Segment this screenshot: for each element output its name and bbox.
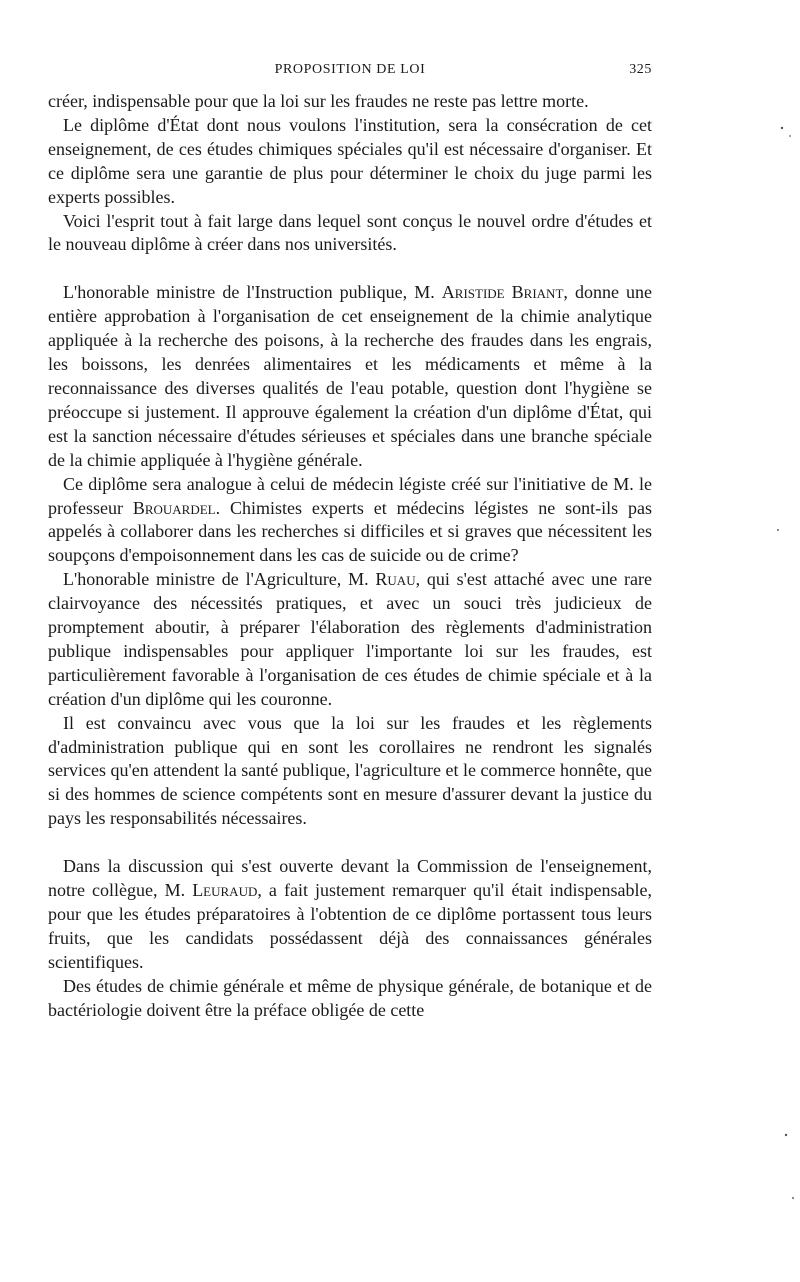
- running-head: [48, 62, 652, 82]
- scan-edge-specks: [760, 0, 800, 1282]
- paragraph-etudes-chimie: Des études de chimie générale et même de physique générale, de botanique et de bactériologie doivent être la préface obligée de cette: [48, 975, 652, 1020]
- text-run: . Chimistes experts et médecins légistes ne sont-ils pas appelés à collaborer dans les recherches si difficiles et si graves que nécessitent les soupçons d'empoisonnement dans les cas de suicide ou de crime?: [48, 497, 652, 566]
- paragraph-discussion: [48, 855, 652, 975]
- paragraph-medecin-legiste: [48, 473, 652, 569]
- paragraph-diplome-etat: Le diplôme d'État dont nous voulons l'institution, sera la consécration de cet enseignement, de ces études chimiques spéciales qu'il est nécessaire d'organiser. Et ce diplôme sera une garantie de plus pour déterminer le choix du juge parmi les experts possibles.: [48, 114, 652, 207]
- paragraph-ministre-instruction: [48, 281, 652, 472]
- paragraph-ministre-agriculture: [48, 568, 652, 711]
- text-run: Dans la discussion qui s'est ouverte devant la Commission de l'enseignement, notre collègue, M.: [48, 856, 652, 901]
- person-name-brouardel: Brouardel: [132, 497, 216, 518]
- running-head-title: PROPOSITION DE LOI: [274, 62, 426, 77]
- paragraph-continuation: créer, indispensable pour que la loi sur les fraudes ne reste pas lettre morte.: [48, 91, 589, 111]
- person-name-ruau: Ruau: [375, 569, 416, 590]
- text-run: L'honorable ministre de l'Instruction publique, M.: [63, 282, 442, 303]
- text-run: , qui s'est attaché avec une rare clairvoyance des nécessités pratiques, et avec un souci très judicieux de promptement aboutir, à préparer l'élaboration des règlements d'administration publique indispensables pour appliquer l'importante loi sur les fraudes, est particulièrement favorable à l'organisation de ces études de chimie spéciale et à la création d'un diplôme qui les couronne.: [48, 569, 652, 709]
- body-text: [48, 90, 652, 1023]
- paragraph-convaincu: Il est convaincu avec vous que la loi sur les fraudes et les règlements d'administration publique qui en sont les corollaires ne rendront les signalés services qu'en attendent la santé publique, l'agriculture et le commerce honnête, que si des hommes de science compétents sont en mesure d'assurer devant la justice du pays les responsabilités nécessaires.: [48, 712, 652, 829]
- page-number: 325: [629, 62, 652, 77]
- paragraph-esprit: Voici l'esprit tout à fait large dans lequel sont conçus le nouvel ordre d'études et le nouveau diplôme à créer dans nos universités.: [48, 210, 652, 255]
- text-run: , donne une entière approbation à l'organisation de cet enseignement de la chimie analytique appliquée à la recherche des poisons, à la recherche des fraudes dans les engrais, les boissons, les denrées alimentaires et les médicaments et même à la reconnaissance des diverses qualités de l'eau potable, question dont l'hygiène se préoccupe si justement. Il approuve également la création d'un diplôme d'État, qui est la sanction nécessaire d'études sérieuses et spéciales dans une branche spéciale de la chimie appliquée à l'hygiène générale.: [48, 282, 653, 470]
- text-run: L'honorable ministre de l'Agriculture, M.: [63, 569, 376, 590]
- person-name-leuraud: Leuraud: [192, 880, 258, 901]
- person-name-briant: Aristide Briant: [441, 282, 564, 303]
- text-run: Ce diplôme sera analogue à celui de médecin légiste créé sur l'initiative de M. le professeur: [48, 473, 652, 518]
- text-run: , a fait justement remarquer qu'il était indispensable, pour que les études préparatoires à l'obtention de ce diplôme portassent tous leurs fruits, que les candidats possédassent déjà des connaissances générales scientifiques.: [48, 880, 652, 972]
